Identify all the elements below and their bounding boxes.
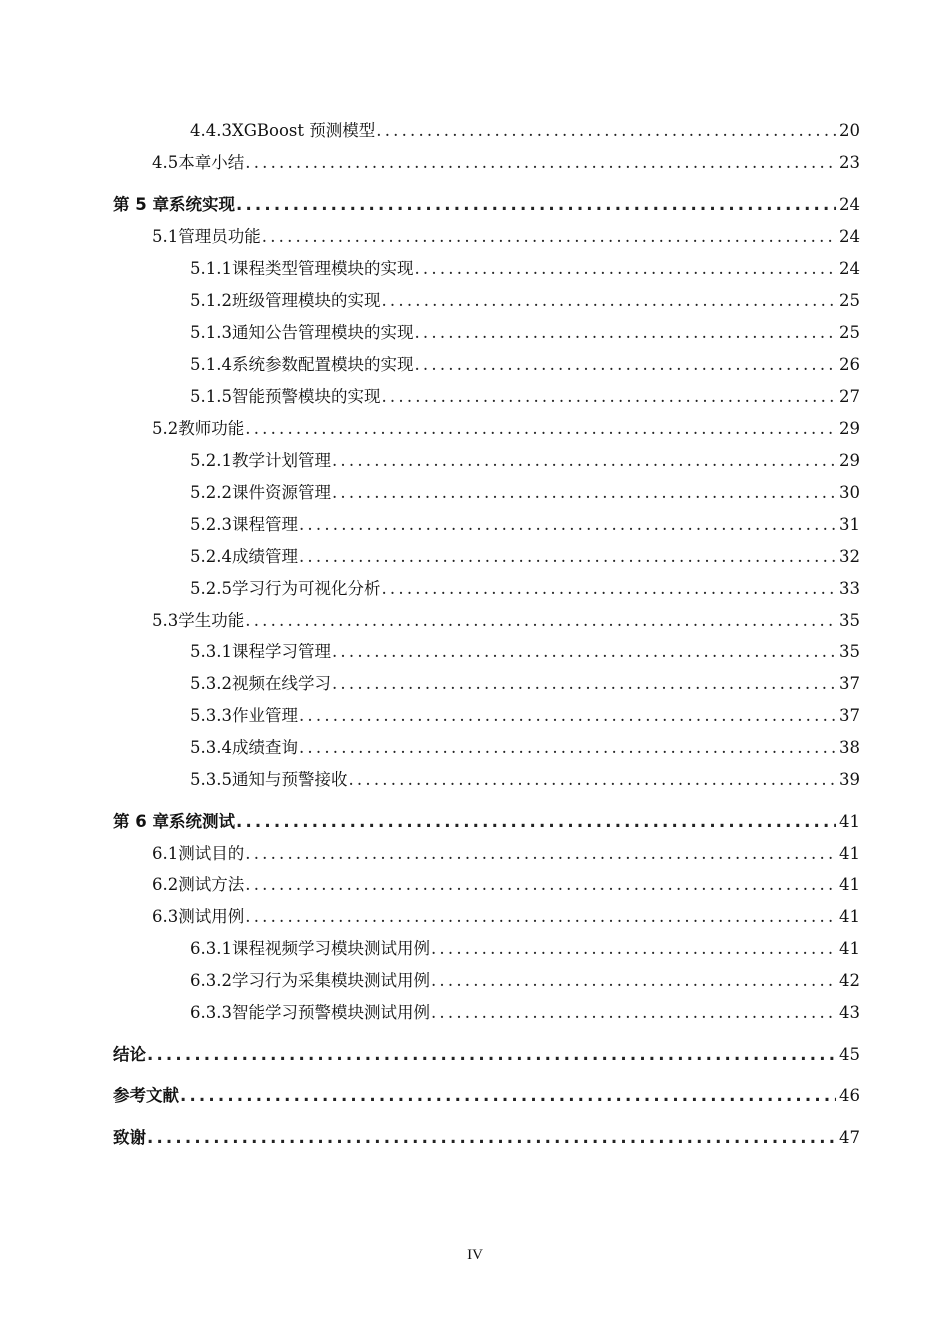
toc-entry-row	[190, 354, 859, 376]
toc-entry-page: 33	[839, 579, 860, 598]
toc-entry-title: 课件资源管理	[231, 483, 331, 502]
toc-entry-page: 29	[839, 451, 860, 470]
toc-entry-row	[190, 673, 859, 695]
toc-entry-number: 6.3.1	[190, 939, 232, 958]
toc-entry[interactable]	[0, 450, 950, 480]
page-number: IV	[467, 1247, 483, 1263]
toc-entry-number: 5.1.2	[190, 291, 232, 310]
toc-entry-title: 智能学习预警模块测试用例	[231, 1003, 430, 1022]
toc-entry-title: 本章小结	[178, 153, 245, 172]
toc-entry-page: 24	[839, 227, 860, 246]
toc-entry-row	[190, 578, 859, 600]
toc-entry-title: 视频在线学习	[231, 674, 331, 693]
toc-entry-number: 5.2.3	[190, 515, 232, 534]
toc-dot-leader	[332, 673, 836, 695]
toc-entry-page: 41	[839, 907, 860, 926]
toc-entry[interactable]	[0, 1002, 950, 1032]
toc-entry-row	[190, 258, 859, 280]
toc-entry-page: 37	[839, 674, 860, 693]
toc-entry[interactable]	[0, 874, 950, 904]
toc-entry-title: 课程管理	[231, 515, 298, 534]
toc-entry-number: 5.1.3	[190, 323, 232, 342]
toc-entry[interactable]	[0, 769, 950, 799]
toc-entry-number: 4.5	[152, 153, 179, 172]
toc-entry-row	[190, 386, 859, 408]
toc-entry[interactable]	[0, 811, 950, 841]
toc-entry-page: 42	[839, 971, 860, 990]
toc-entry-row	[190, 514, 859, 536]
toc-entry-number: 5.3.4	[190, 738, 232, 757]
toc-dot-leader	[431, 938, 836, 960]
toc-entry-page: 25	[839, 323, 860, 342]
toc-entry-title: 结论	[113, 1045, 146, 1064]
toc-entry-number: 5.3.2	[190, 674, 232, 693]
toc-dot-leader	[431, 970, 836, 992]
toc-entry-row	[113, 1085, 859, 1107]
toc-entry-row	[113, 194, 859, 216]
toc-entry-page: 45	[839, 1045, 860, 1064]
toc-entry-title: XGBoost 预测模型	[231, 121, 376, 140]
toc-entry-row	[152, 874, 859, 896]
toc-entry-row	[152, 418, 859, 440]
toc-entry-number: 6.2	[152, 875, 179, 894]
toc-entry-page: 32	[839, 547, 860, 566]
toc-entry[interactable]	[0, 737, 950, 767]
toc-dot-leader	[332, 641, 836, 663]
toc-entry[interactable]	[0, 610, 950, 640]
toc-entry-number: 6.3	[152, 907, 179, 926]
toc-entry[interactable]	[0, 843, 950, 873]
toc-entry[interactable]	[0, 938, 950, 968]
toc-entry-page: 35	[839, 611, 860, 630]
toc-entry-row	[113, 811, 859, 833]
toc-entry-number: 5.3	[152, 611, 179, 630]
toc-entry-title: 成绩查询	[231, 738, 298, 757]
toc-entry-number: 6.3.2	[190, 971, 232, 990]
toc-entry-title: 教学计划管理	[231, 451, 331, 470]
toc-entry-title: 测试方法	[178, 875, 245, 894]
toc-entry-number: 5.2.2	[190, 483, 232, 502]
toc-dot-leader	[236, 811, 836, 833]
toc-entry-row	[152, 610, 859, 632]
toc-entry-number: 6.3.3	[190, 1003, 232, 1022]
toc-entry-page: 35	[839, 642, 860, 661]
toc-entry-row	[113, 1044, 859, 1066]
toc-dot-leader	[381, 578, 836, 600]
toc-dot-leader	[299, 514, 836, 536]
toc-entry-page: 47	[839, 1128, 860, 1147]
toc-dot-leader	[262, 226, 836, 248]
toc-entry[interactable]	[0, 1044, 950, 1074]
toc-entry-title: 系统实现	[168, 195, 235, 214]
toc-entry-row	[190, 737, 859, 759]
toc-entry-title: 智能预警模块的实现	[231, 387, 381, 406]
toc-entry[interactable]	[0, 418, 950, 448]
toc-entry-number: 5.3.1	[190, 642, 232, 661]
toc-entry-number: 6.1	[152, 844, 179, 863]
toc-entry-title: 班级管理模块的实现	[231, 291, 381, 310]
toc-entry-row	[152, 843, 859, 865]
toc-entry[interactable]	[0, 906, 950, 936]
toc-entry[interactable]	[0, 641, 950, 671]
toc-entry-row	[190, 970, 859, 992]
toc-entry-page: 20	[839, 121, 860, 140]
toc-entry-row	[190, 120, 859, 142]
toc-entry-page: 24	[839, 259, 860, 278]
toc-entry[interactable]	[0, 1127, 950, 1157]
toc-entry-title: 系统参数配置模块的实现	[231, 355, 414, 374]
toc-entry-page: 24	[839, 195, 860, 214]
toc-entry-page: 39	[839, 770, 860, 789]
toc-dot-leader	[348, 769, 836, 791]
toc-entry-row	[152, 152, 859, 174]
toc-entry-title: 管理员功能	[178, 227, 261, 246]
toc-entry-row	[113, 1127, 859, 1149]
toc-entry-title: 课程类型管理模块的实现	[231, 259, 414, 278]
toc-dot-leader	[147, 1044, 836, 1066]
toc-entry-title: 测试用例	[178, 907, 245, 926]
toc-entry-number: 5.1	[152, 227, 179, 246]
toc-entry[interactable]	[0, 705, 950, 735]
toc-dot-leader	[299, 705, 836, 727]
toc-entry-number: 第 5 章	[113, 195, 169, 214]
toc-entry-page: 31	[839, 515, 860, 534]
toc-dot-leader	[299, 737, 836, 759]
toc-entry-number: 5.3.5	[190, 770, 232, 789]
toc-entry-page: 23	[839, 153, 860, 172]
toc-entry[interactable]	[0, 578, 950, 608]
toc-entry-row	[190, 546, 859, 568]
toc-entry-title: 教师功能	[178, 419, 245, 438]
toc-entry-number: 4.4.3	[190, 121, 232, 140]
toc-entry-row	[190, 641, 859, 663]
toc-entry-page: 26	[839, 355, 860, 374]
toc-dot-leader	[332, 450, 836, 472]
toc-dot-leader	[414, 258, 836, 280]
toc-entry-title: 通知公告管理模块的实现	[231, 323, 414, 342]
toc-dot-leader	[414, 354, 836, 376]
toc-entry-page: 30	[839, 483, 860, 502]
toc-entry-row	[152, 906, 859, 928]
toc-entry-title: 系统测试	[168, 812, 235, 831]
toc-entry-title: 致谢	[113, 1128, 146, 1147]
toc-entry[interactable]	[0, 970, 950, 1000]
toc-entry-page: 25	[839, 291, 860, 310]
toc-entry[interactable]	[0, 514, 950, 544]
toc-entry-title: 学生功能	[178, 611, 245, 630]
toc-entry-row	[190, 1002, 859, 1024]
toc-dot-leader	[381, 290, 836, 312]
toc-entry[interactable]	[0, 120, 950, 150]
toc-dot-leader	[376, 120, 836, 142]
toc-entry[interactable]	[0, 546, 950, 576]
toc-entry-number: 5.2	[152, 419, 179, 438]
toc-entry-title: 测试目的	[178, 844, 245, 863]
toc-entry-page: 43	[839, 1003, 860, 1022]
toc-entry-row	[190, 482, 859, 504]
toc-dot-leader	[431, 1002, 836, 1024]
toc-dot-leader	[245, 843, 836, 865]
toc-entry-page: 38	[839, 738, 860, 757]
toc-entry[interactable]	[0, 290, 950, 320]
toc-entry[interactable]	[0, 258, 950, 288]
toc-entry-number: 5.1.5	[190, 387, 232, 406]
toc-dot-leader	[414, 322, 836, 344]
toc-entry-page: 29	[839, 419, 860, 438]
toc-entry-page: 41	[839, 812, 860, 831]
toc-dot-leader	[245, 418, 836, 440]
toc-entry-page: 46	[839, 1086, 860, 1105]
toc-entry[interactable]	[0, 1085, 950, 1115]
toc-entry-page: 27	[839, 387, 860, 406]
toc-dot-leader	[245, 610, 836, 632]
toc-entry-number: 5.1.1	[190, 259, 232, 278]
toc-entry-title: 学习行为采集模块测试用例	[231, 971, 430, 990]
toc-entry[interactable]	[0, 386, 950, 416]
toc-dot-leader	[180, 1085, 836, 1107]
toc-entry-title: 学习行为可视化分析	[231, 579, 381, 598]
toc-entry-row	[190, 938, 859, 960]
toc-entry-title: 通知与预警接收	[231, 770, 348, 789]
toc-entry-row	[190, 322, 859, 344]
toc-dot-leader	[245, 906, 836, 928]
toc-entry-row	[152, 226, 859, 248]
toc-dot-leader	[245, 152, 836, 174]
toc-entry-number: 5.2.5	[190, 579, 232, 598]
toc-entry-row	[190, 290, 859, 312]
toc-dot-leader	[147, 1127, 836, 1149]
toc-entry[interactable]	[0, 194, 950, 224]
toc-entry-title: 参考文献	[113, 1086, 179, 1105]
toc-dot-leader	[236, 194, 836, 216]
toc-entry-title: 作业管理	[231, 706, 298, 725]
toc-entry-number: 5.3.3	[190, 706, 232, 725]
toc-entry-page: 41	[839, 844, 860, 863]
toc-entry[interactable]	[0, 322, 950, 352]
toc-entry-page: 41	[839, 875, 860, 894]
toc-entry-page: 37	[839, 706, 860, 725]
toc-entry[interactable]	[0, 354, 950, 384]
toc-entry-row	[190, 450, 859, 472]
toc-entry-title: 课程学习管理	[231, 642, 331, 661]
toc-entry[interactable]	[0, 673, 950, 703]
toc-entry-number: 5.2.4	[190, 547, 232, 566]
toc-dot-leader	[332, 482, 836, 504]
toc-dot-leader	[381, 386, 836, 408]
toc-entry-title: 成绩管理	[231, 547, 298, 566]
toc-entry[interactable]	[0, 152, 950, 182]
toc-entry-title: 课程视频学习模块测试用例	[231, 939, 430, 958]
toc-entry-number: 5.1.4	[190, 355, 232, 374]
toc-dot-leader	[245, 874, 836, 896]
toc-dot-leader	[299, 546, 836, 568]
toc-entry-row	[190, 705, 859, 727]
toc-entry-number: 第 6 章	[113, 812, 169, 831]
toc-entry-number: 5.2.1	[190, 451, 232, 470]
toc-entry[interactable]	[0, 482, 950, 512]
toc-entry[interactable]	[0, 226, 950, 256]
toc-entry-page: 41	[839, 939, 860, 958]
toc-entry-row	[190, 769, 859, 791]
